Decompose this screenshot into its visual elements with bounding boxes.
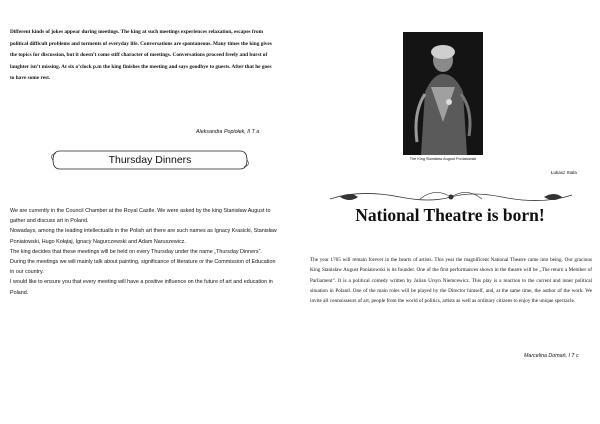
article-thursday-dinners bbox=[10, 206, 278, 298]
author-name: Łukasz Stala bbox=[551, 170, 577, 175]
paragraph: The king decides that these meetings will be held on every Thursday under the name „Thursday Dinners”. bbox=[10, 248, 262, 255]
article-national-theatre: The year 1765 will remain forever in the hearts of artists. This year the magnificent National Theatre came into being. Our gracious King Stanisław August Poniatowski is its founder. One of the first performances shown in the theatre will be „The return a Member of Parliament”. It is a political comedy written by Julian Ursyn Niemcewicz. This play is a reaction to the current and inner political situation in Poland. One of the main roles will be played by the Director himself, and, at the same time, the author of the work. We invite all connoisseurs of art, people from the world of politics, artists as well as ordinary citizens to enjoy the unique spectacle. bbox=[310, 257, 592, 305]
intro-signature: Aleksandra Popiołek, II T a bbox=[196, 129, 260, 135]
paragraph: We are currently in the Council Chamber at the Royal Castle. We were asked by the king Stanisław August to gather and discuss art in Poland. bbox=[10, 208, 271, 225]
thursday-dinners-banner bbox=[50, 149, 250, 171]
paragraph: I would like to ensure you that every meeting will have a positive influence on the future of art and education in Poland. bbox=[10, 279, 273, 296]
portrait-figure bbox=[403, 32, 483, 155]
banner-title: Thursday Dinners bbox=[108, 154, 192, 166]
portrait-caption: The King Stanisław August Poniatowski bbox=[409, 157, 477, 161]
paragraph: During the meetings we will mainly talk about painting, significance of literature or the Commission of Education in our country. bbox=[10, 259, 276, 276]
paragraph: Nowadays, among the leading intellectualls in the Polish art there are such names as Ignacy Krasicki, Stanisław Poniatowski, Hugo Kołątaj, Ignacy Nagurczewski and Adam Naruszewicz. bbox=[10, 228, 277, 245]
king-portrait-image bbox=[403, 32, 483, 155]
intro-paragraph: Different kinds of jokes appear during meetings. The king at such meetings experiences relaxation, escapes from political difficult problems and torments of everyday life. Conversations are spontaneous. Many times the king gives the topics for discussion, but it doesn’t come stiff character of meetings. Conversations proceed freely and burst of laughter isn’t missing. At six o’clock p.m the king finishes the meeting and says goodbye to guests. After that he goes to have some rest. bbox=[10, 29, 272, 82]
article-headline: National Theatre is born! bbox=[355, 205, 545, 225]
article-signature: Marcelina Domań, I T c bbox=[524, 353, 579, 359]
right-page bbox=[300, 0, 600, 424]
